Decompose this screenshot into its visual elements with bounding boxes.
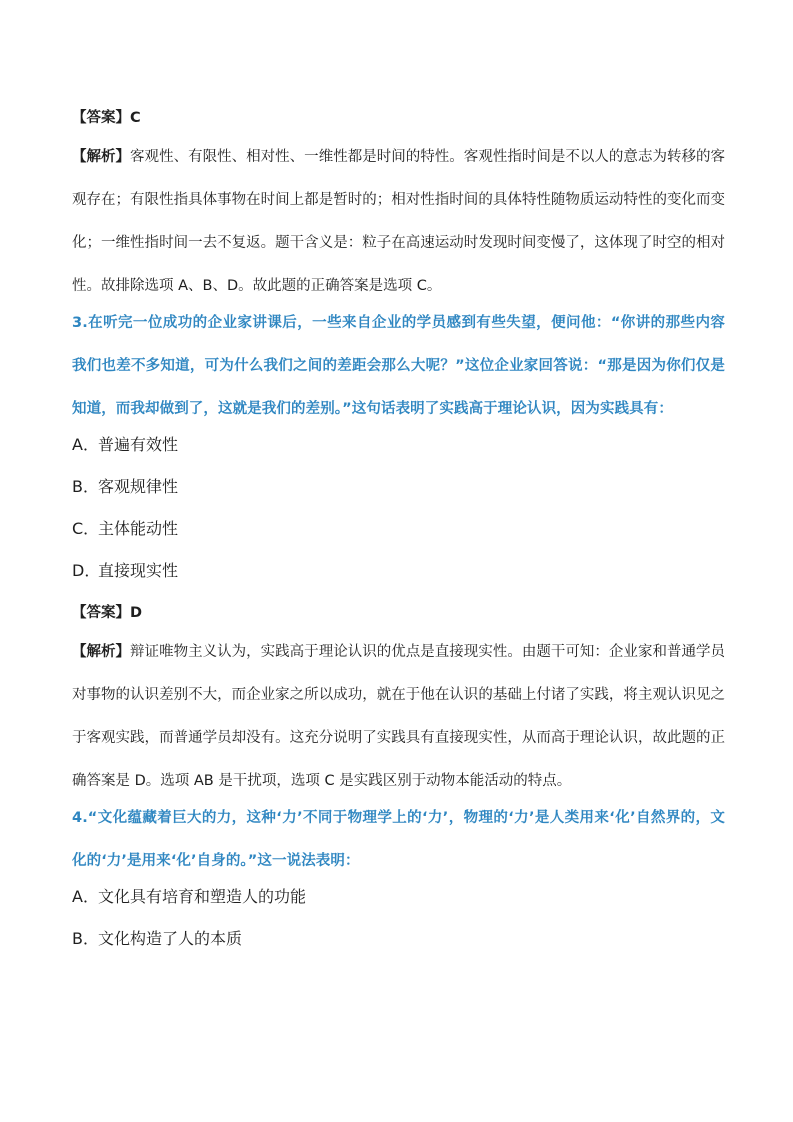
- q3-option-b: [72, 473, 725, 501]
- option-letter: B．: [72, 477, 99, 496]
- option-text: 主体能动性: [98, 519, 179, 538]
- q3-option-a: [72, 431, 725, 459]
- analysis-paragraph-1: [72, 136, 725, 308]
- analysis-text: 客观性、有限性、相对性、一维性都是时间的特性。客观性指时间是不以人的意志为转移的客观存在；有限性指具体事物在时间上都是暂时的；相对性指时间的具体特性随物质运动特性的变化而变化；一维性指时间一去不复返。题干含义是：粒子在高速运动时发现时间变慢了，这体现了时空的相对性。故排除选项 A、B、D。故此题的正确答案是选项 C。: [72, 149, 725, 294]
- analysis-label: 【解析】: [72, 149, 131, 165]
- option-letter: D．: [72, 561, 101, 580]
- analysis-paragraph-3: [72, 631, 725, 803]
- option-letter: B．: [72, 929, 99, 948]
- answer-line-3: 【答案】D: [72, 605, 143, 621]
- option-letter: A．: [72, 435, 99, 454]
- option-letter: C．: [72, 519, 100, 538]
- question-4: 4.“文化蕴藏着巨大的力，这种‘力’不同于物理学上的‘力’，物理的‘力’是人类用来‘化’自然界的，文化的‘力’是用来‘化’自身的。”这一说法表明：: [72, 810, 725, 869]
- option-text: 文化构造了人的本质: [98, 929, 243, 948]
- analysis-label: 【解析】: [72, 644, 131, 660]
- answer-line-1: 【答案】C: [72, 110, 141, 126]
- option-text: 文化具有培育和塑造人的功能: [98, 887, 307, 906]
- q3-option-c: [72, 515, 725, 543]
- q4-option-b: [72, 925, 725, 953]
- option-letter: A．: [72, 887, 99, 906]
- question-3: 3.在听完一位成功的企业家讲课后，一些来自企业的学员感到有些失望，便问他：“你讲的那些内容我们也差不多知道，可为什么我们之间的差距会那么大呢？”这位企业家回答说：“那是因为你们仅是知道，而我却做到了，这就是我们的差别。”这句话表明了实践高于理论认识，因为实践具有：: [72, 315, 725, 417]
- option-text: 直接现实性: [98, 561, 179, 580]
- analysis-text: 辩证唯物主义认为，实践高于理论认识的优点是直接现实性。由题干可知：企业家和普通学员对事物的认识差别不大，而企业家之所以成功，就在于他在认识的基础上付诸了实践，将主观认识见之于客观实践，而普通学员却没有。这充分说明了实践具有直接现实性，从而高于理论认识，故此题的正确答案是 D。选项 AB 是干扰项，选项 C 是实践区别于动物本能活动的特点。: [72, 644, 725, 789]
- option-text: 客观规律性: [98, 477, 179, 496]
- q4-option-a: [72, 883, 725, 911]
- q3-option-d: [72, 557, 725, 585]
- option-text: 普遍有效性: [98, 435, 179, 454]
